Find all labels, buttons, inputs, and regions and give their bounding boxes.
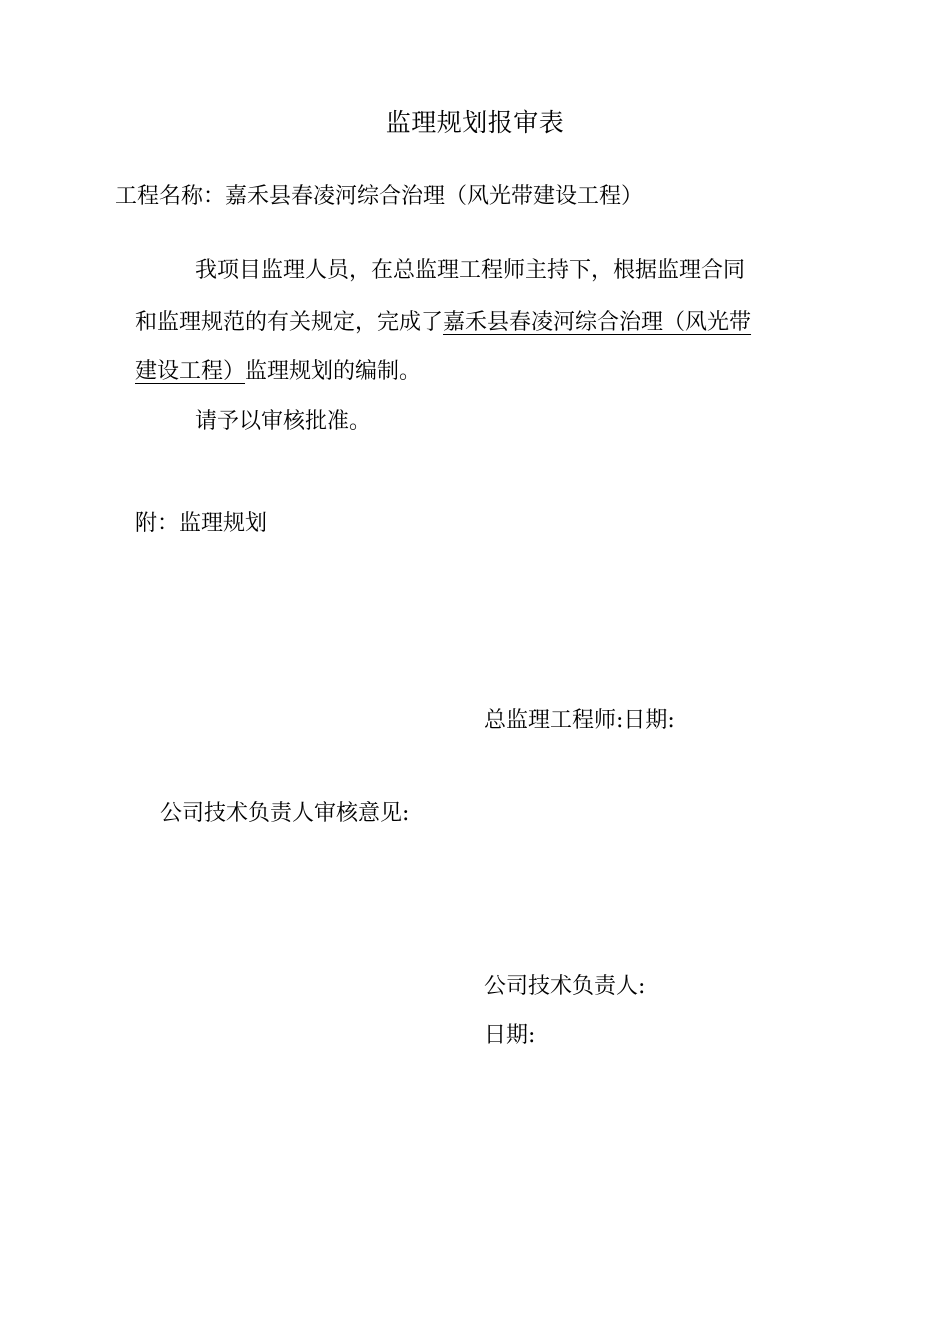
- company-date-label: 日期:: [484, 1023, 536, 1048]
- attachment-line: 附：监理规划: [135, 511, 268, 536]
- approval-request: 请予以审核批准。: [195, 409, 372, 434]
- company-opinion-label: 公司技术负责人审核意见:: [160, 801, 410, 826]
- project-name: 嘉禾县春凌河综合治理（风光带建设工程）: [225, 184, 644, 209]
- body-line-2: [135, 306, 751, 340]
- body-line-3: [135, 355, 421, 389]
- project-name-underlined-part1: 嘉禾县春凌河综合治理（风光带: [443, 310, 752, 335]
- project-label: 工程名称：: [115, 184, 226, 209]
- project-name-line: [115, 180, 643, 214]
- project-name-underlined-part2: 建设工程）: [135, 359, 246, 384]
- body-line-3-suffix: 监理规划的编制。: [245, 359, 422, 384]
- company-tech-lead-signature: 公司技术负责人:: [484, 974, 646, 999]
- document-title: 监理规划报审表: [385, 108, 565, 137]
- chief-engineer-signature: 总监理工程师:日期:: [484, 708, 675, 733]
- body-line-1: 我项目监理人员，在总监理工程师主持下，根据监理合同: [195, 258, 746, 283]
- body-line-2-prefix: 和监理规范的有关规定，完成了: [135, 310, 444, 335]
